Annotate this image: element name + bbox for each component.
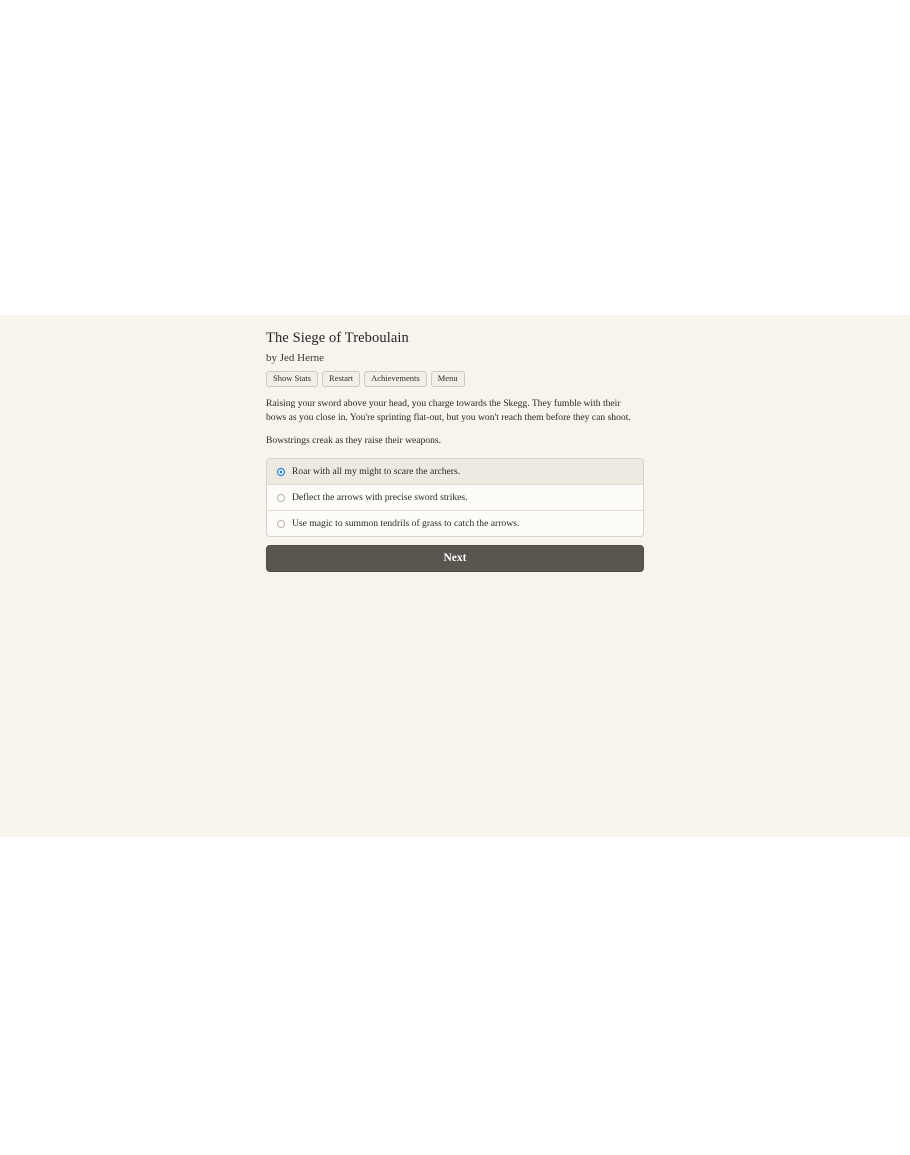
choice-option-2[interactable] <box>267 484 643 510</box>
game-container <box>266 330 644 572</box>
choice-label: Roar with all my might to scare the archers. <box>292 466 461 478</box>
menu-button[interactable]: Menu <box>431 371 465 387</box>
game-toolbar <box>266 371 644 387</box>
restart-button[interactable]: Restart <box>322 371 360 387</box>
next-button[interactable]: Next <box>266 545 644 572</box>
choice-option-3[interactable] <box>267 510 643 536</box>
choice-option-1[interactable] <box>267 459 643 484</box>
author-byline: by Jed Herne <box>266 352 325 364</box>
choice-label: Deflect the arrows with precise sword strikes. <box>292 492 468 504</box>
radio-button-icon[interactable] <box>277 468 285 476</box>
radio-button-icon[interactable] <box>277 520 285 528</box>
choice-label: Use magic to summon tendrils of grass to catch the arrows. <box>292 518 520 530</box>
page-title: The Siege of Treboulain <box>266 330 409 346</box>
story-paragraph: Raising your sword above your head, you charge towards the Skegg. They fumble with their bows as you close in. You're sprinting flat-out, but you won't reach them before they can shoot. <box>266 398 631 423</box>
achievements-button[interactable]: Achievements <box>364 371 427 387</box>
story-paragraph: Bowstrings creak as they raise their weapons. <box>266 434 442 446</box>
choice-list <box>266 458 644 537</box>
radio-button-icon[interactable] <box>277 494 285 502</box>
show-stats-button[interactable]: Show Stats <box>266 371 318 387</box>
